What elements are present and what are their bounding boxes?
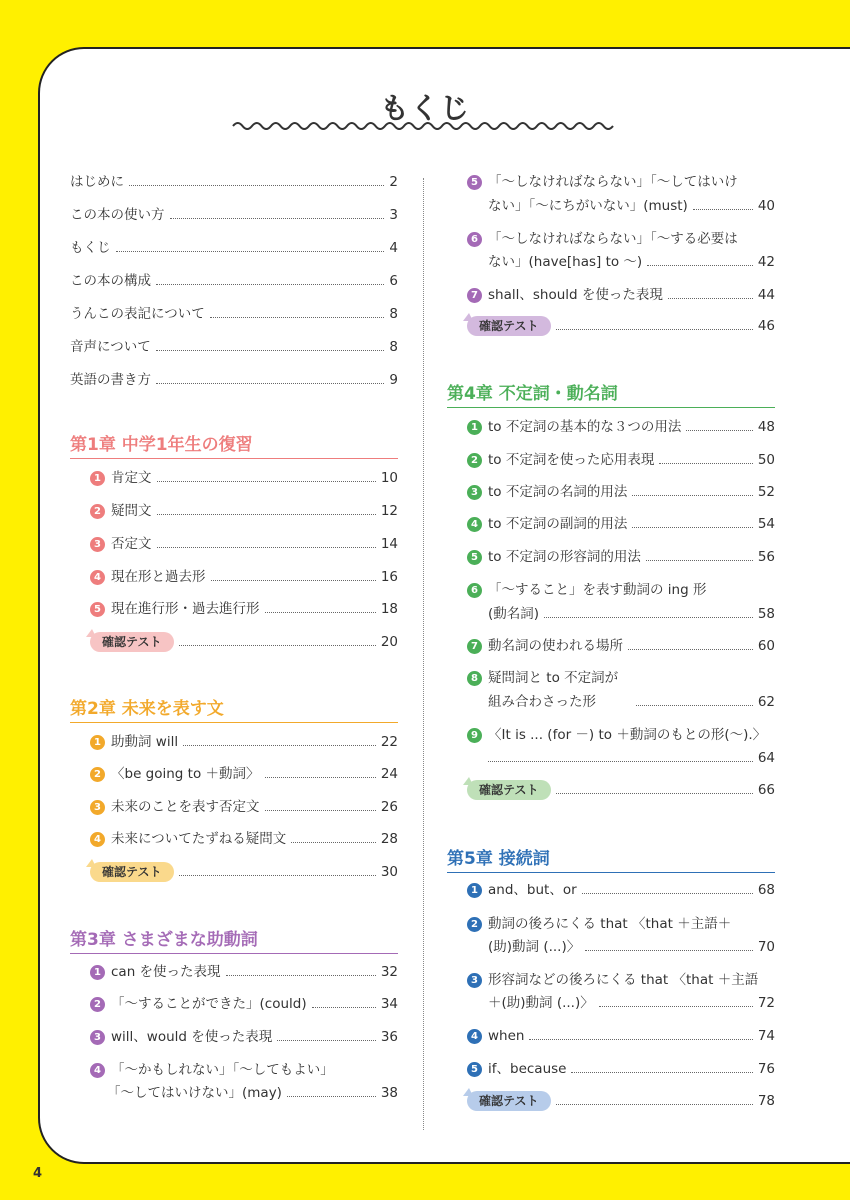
entry-page: 54: [757, 516, 775, 532]
toc-entry[interactable]: [70, 205, 398, 225]
toc-entry[interactable]: [467, 514, 775, 534]
number-badge: 2: [90, 504, 105, 519]
test-entry[interactable]: [467, 780, 775, 800]
leader-dots: [179, 875, 376, 876]
entry-page: 38: [380, 1085, 398, 1101]
number-badge: 1: [467, 883, 482, 898]
entry-label: はじめに: [70, 174, 124, 190]
toc-entry-line1[interactable]: [467, 914, 731, 934]
entry-label-cont: ＋(助)動詞 (...)〉: [488, 995, 594, 1011]
leader-dots: [628, 649, 753, 650]
toc-entry[interactable]: [70, 238, 398, 258]
toc-entry[interactable]: [467, 482, 775, 502]
entry-label: うんこの表記について: [70, 306, 205, 322]
leader-dots: [632, 495, 752, 496]
entry-page: 9: [389, 372, 398, 388]
entry-page: 60: [757, 638, 775, 654]
number-badge: 1: [467, 420, 482, 435]
toc-entry[interactable]: [90, 567, 398, 587]
leader-dots: [668, 298, 753, 299]
leader-dots: [582, 893, 753, 894]
entry-page: 62: [757, 694, 775, 710]
number-badge: 4: [467, 1029, 482, 1044]
entry-page: 46: [757, 318, 775, 334]
leader-dots: [116, 251, 385, 252]
entry-page: 56: [757, 549, 775, 565]
toc-entry-line1[interactable]: [467, 725, 766, 745]
entry-label: 疑問詞と to 不定詞が: [488, 670, 619, 686]
entry-label: 「～すること」を表す動詞の ing 形: [488, 582, 707, 598]
entry-page: 36: [380, 1029, 398, 1045]
number-badge: 5: [467, 550, 482, 565]
entry-label-cont: (動名詞): [488, 606, 540, 622]
toc-entry[interactable]: [467, 1059, 775, 1079]
entry-page: 42: [757, 254, 775, 270]
entry-page: 58: [757, 606, 775, 622]
toc-entry-line1[interactable]: [467, 229, 738, 249]
number-badge: 2: [90, 767, 105, 782]
leader-dots: [312, 1007, 376, 1008]
number-badge: 7: [467, 288, 482, 303]
entry-label: 形容詞などの後ろにくる that 〈that ＋主語: [488, 972, 759, 988]
entry-label-cont: (助)動詞 (...)〉: [488, 939, 581, 955]
entry-page: 76: [757, 1061, 775, 1077]
entry-label: 「～かもしれない」「～してもよい」: [111, 1062, 334, 1078]
entry-page: 24: [380, 766, 398, 782]
toc-entry[interactable]: [70, 370, 398, 390]
toc-entry[interactable]: [90, 468, 398, 488]
toc-entry[interactable]: [467, 285, 775, 305]
test-entry[interactable]: [90, 862, 398, 882]
toc-entry[interactable]: [467, 450, 775, 470]
number-badge: 3: [90, 800, 105, 815]
leader-dots: [287, 1096, 376, 1097]
entry-label: when: [488, 1028, 525, 1044]
leader-dots: [210, 317, 385, 318]
toc-entry[interactable]: [70, 304, 398, 324]
number-badge: 3: [467, 485, 482, 500]
entry-label: to 不定詞の名詞的用法: [488, 484, 628, 500]
toc-entry[interactable]: [488, 748, 775, 768]
entry-label: 未来のことを表す否定文: [111, 799, 260, 815]
entry-page: 4: [389, 240, 398, 256]
entry-label: 現在進行形・過去進行形: [111, 601, 260, 617]
entry-label: if、because: [488, 1061, 567, 1077]
entry-label: 「～しなければならない」「～してはいけ: [488, 174, 738, 190]
entry-label: 「～することができた」(could): [111, 996, 307, 1012]
entry-label: この本の使い方: [70, 207, 165, 223]
toc-entry[interactable]: [467, 547, 775, 567]
entry-page: 12: [380, 503, 398, 519]
entry-label: 英語の書き方: [70, 372, 151, 388]
toc-entry[interactable]: [90, 764, 398, 784]
entry-label: to 不定詞の副詞的用法: [488, 516, 628, 532]
toc-entry[interactable]: [70, 271, 398, 291]
entry-label: 「～しなければならない」「～する必要は: [488, 231, 738, 247]
entry-page: 44: [757, 287, 775, 303]
chapter-3-heading[interactable]: 第3章 さまざまな助動詞: [70, 927, 398, 954]
toc-entry-line1[interactable]: [467, 970, 758, 990]
number-badge: 2: [467, 917, 482, 932]
number-badge: 6: [467, 232, 482, 247]
entry-label: 肯定文: [111, 470, 152, 486]
number-badge: 9: [467, 728, 482, 743]
leader-dots: [156, 383, 384, 384]
entry-label: can を使った表現: [111, 964, 221, 980]
entry-page: 2: [389, 174, 398, 190]
entry-page: 52: [757, 484, 775, 500]
entry-page: 18: [380, 601, 398, 617]
chapter-2-heading[interactable]: 第2章 未来を表す文: [70, 696, 398, 723]
entry-label: 現在形と過去形: [111, 569, 206, 585]
number-badge: 2: [90, 997, 105, 1012]
entry-page: 68: [757, 882, 775, 898]
leader-dots: [556, 793, 753, 794]
toc-entry[interactable]: [90, 829, 398, 849]
entry-page: 48: [757, 419, 775, 435]
toc-entry[interactable]: [467, 880, 775, 900]
entry-label: to 不定詞を使った応用表現: [488, 452, 655, 468]
test-badge: 確認テスト: [467, 1091, 551, 1111]
leader-dots: [157, 514, 376, 515]
entry-label: shall、should を使った表現: [488, 287, 663, 303]
number-badge: 8: [467, 671, 482, 686]
entry-page: 50: [757, 452, 775, 468]
leader-dots: [599, 1006, 753, 1007]
entry-label: この本の構成: [70, 273, 151, 289]
chapter-1-heading[interactable]: 第1章 中学1年生の復習: [70, 432, 398, 459]
toc-entry[interactable]: [467, 417, 775, 437]
toc-entry[interactable]: [488, 196, 775, 216]
toc-entry[interactable]: [488, 604, 775, 624]
number-badge: 1: [90, 735, 105, 750]
test-entry[interactable]: [90, 632, 398, 652]
entry-page: 3: [389, 207, 398, 223]
entry-label: 動名詞の使われる場所: [488, 638, 623, 654]
toc-entry[interactable]: [90, 599, 398, 619]
toc-entry[interactable]: [467, 1026, 775, 1046]
column-divider: [423, 178, 424, 1130]
leader-dots: [170, 218, 385, 219]
toc-entry[interactable]: [90, 1027, 398, 1047]
leader-dots: [179, 645, 376, 646]
toc-entry[interactable]: [90, 732, 398, 752]
leader-dots: [646, 560, 753, 561]
toc-entry[interactable]: [70, 337, 398, 357]
number-badge: 5: [90, 602, 105, 617]
entry-label: 〈be going to ＋動詞〉: [111, 766, 260, 782]
entry-label-cont: 「～してはいけない」(may): [107, 1085, 282, 1101]
leader-dots: [157, 547, 376, 548]
leader-dots: [156, 350, 385, 351]
toc-entry[interactable]: [90, 797, 398, 817]
leader-dots: [544, 617, 753, 618]
entry-label: will、would を使った表現: [111, 1029, 273, 1045]
number-badge: 7: [467, 639, 482, 654]
entry-page: 28: [380, 831, 398, 847]
entry-page: 30: [380, 864, 398, 880]
entry-page: 26: [380, 799, 398, 815]
test-badge: 確認テスト: [90, 862, 174, 882]
leader-dots: [556, 329, 753, 330]
entry-page: 8: [389, 306, 398, 322]
entry-label: 音声について: [70, 339, 151, 355]
entry-label: 助動詞 will: [111, 734, 179, 750]
entry-page: 16: [380, 569, 398, 585]
number-badge: 4: [467, 517, 482, 532]
entry-page: 10: [380, 470, 398, 486]
number-badge: 1: [90, 471, 105, 486]
toc-entry-line1[interactable]: [467, 172, 738, 192]
entry-label: もくじ: [70, 240, 111, 256]
leader-dots: [686, 430, 752, 431]
leader-dots: [226, 975, 376, 976]
leader-dots: [659, 463, 752, 464]
entry-page: 32: [380, 964, 398, 980]
number-badge: 1: [90, 965, 105, 980]
entry-page: 78: [757, 1093, 775, 1109]
leader-dots: [636, 705, 753, 706]
leader-dots: [211, 580, 376, 581]
test-entry[interactable]: [467, 1091, 775, 1111]
leader-dots: [647, 265, 753, 266]
entry-label: to 不定詞の基本的な３つの用法: [488, 419, 682, 435]
leader-dots: [529, 1039, 752, 1040]
toc-entry-line1[interactable]: [90, 1060, 334, 1080]
number-badge: 3: [90, 1030, 105, 1045]
entry-label-cont: 組み合わさった形: [488, 694, 596, 710]
number-badge: 5: [467, 175, 482, 190]
entry-page: 14: [380, 536, 398, 552]
number-badge: 4: [90, 570, 105, 585]
leader-dots: [291, 842, 376, 843]
leader-dots: [488, 761, 753, 762]
entry-page: 20: [380, 634, 398, 650]
leader-dots: [556, 1104, 753, 1105]
entry-page: 34: [380, 996, 398, 1012]
toc-entry[interactable]: [467, 636, 775, 656]
leader-dots: [183, 745, 376, 746]
number-badge: 6: [467, 583, 482, 598]
leader-dots: [585, 950, 753, 951]
toc-entry[interactable]: [70, 172, 398, 192]
entry-label: 〈It is ... (for －) to ＋動詞のもとの形(～).〉: [488, 727, 767, 743]
toc-entry[interactable]: [107, 1083, 398, 1103]
test-badge: 確認テスト: [90, 632, 174, 652]
number-badge: 3: [467, 973, 482, 988]
number-badge: 3: [90, 537, 105, 552]
number-badge: 4: [90, 1063, 105, 1078]
entry-page: 66: [757, 782, 775, 798]
toc-entry[interactable]: [488, 252, 775, 272]
entry-label: 疑問文: [111, 503, 152, 519]
toc-entry[interactable]: [90, 962, 398, 982]
number-badge: 5: [467, 1062, 482, 1077]
leader-dots: [157, 481, 376, 482]
leader-dots: [265, 612, 376, 613]
leader-dots: [632, 527, 752, 528]
entry-page: 70: [757, 939, 775, 955]
entry-label: 未来についてたずねる疑問文: [111, 831, 287, 847]
toc-entry[interactable]: [488, 692, 775, 712]
toc-entry[interactable]: [90, 994, 398, 1014]
page-number: 4: [33, 1166, 43, 1181]
leader-dots: [571, 1072, 752, 1073]
leader-dots: [693, 209, 753, 210]
entry-page: 8: [389, 339, 398, 355]
toc-entry[interactable]: [488, 993, 775, 1013]
toc-entry[interactable]: [90, 534, 398, 554]
number-badge: 2: [467, 453, 482, 468]
test-badge: 確認テスト: [467, 316, 551, 336]
test-badge: 確認テスト: [467, 780, 551, 800]
toc-entry-line1[interactable]: [467, 580, 706, 600]
leader-dots: [156, 284, 384, 285]
entry-page: 22: [380, 734, 398, 750]
entry-page: 40: [757, 198, 775, 214]
toc-entry[interactable]: [488, 937, 775, 957]
toc-entry[interactable]: [90, 501, 398, 521]
entry-label: to 不定詞の形容詞的用法: [488, 549, 641, 565]
entry-label-cont: ない」(have[has] to ～): [488, 254, 643, 270]
entry-label: 動詞の後ろにくる that 〈that ＋主語＋: [488, 916, 732, 932]
entry-page: 6: [389, 273, 398, 289]
entry-label: 否定文: [111, 536, 152, 552]
entry-page: 64: [757, 750, 775, 766]
leader-dots: [277, 1040, 376, 1041]
leader-dots: [129, 185, 384, 186]
chapter-4-heading[interactable]: 第4章 不定詞・動名詞: [447, 381, 775, 408]
entry-page: 74: [757, 1028, 775, 1044]
page-title: もくじ: [379, 91, 470, 125]
leader-dots: [265, 777, 376, 778]
test-entry[interactable]: [467, 316, 775, 336]
leader-dots: [265, 810, 376, 811]
wavy-underline: [232, 118, 614, 134]
entry-label: and、but、or: [488, 882, 577, 898]
entry-label-cont: ない」「～にちがいない」(must): [488, 198, 688, 214]
entry-page: 72: [757, 995, 775, 1011]
toc-entry-line1[interactable]: [467, 668, 618, 688]
number-badge: 4: [90, 832, 105, 847]
chapter-5-heading[interactable]: 第5章 接続詞: [447, 846, 775, 873]
